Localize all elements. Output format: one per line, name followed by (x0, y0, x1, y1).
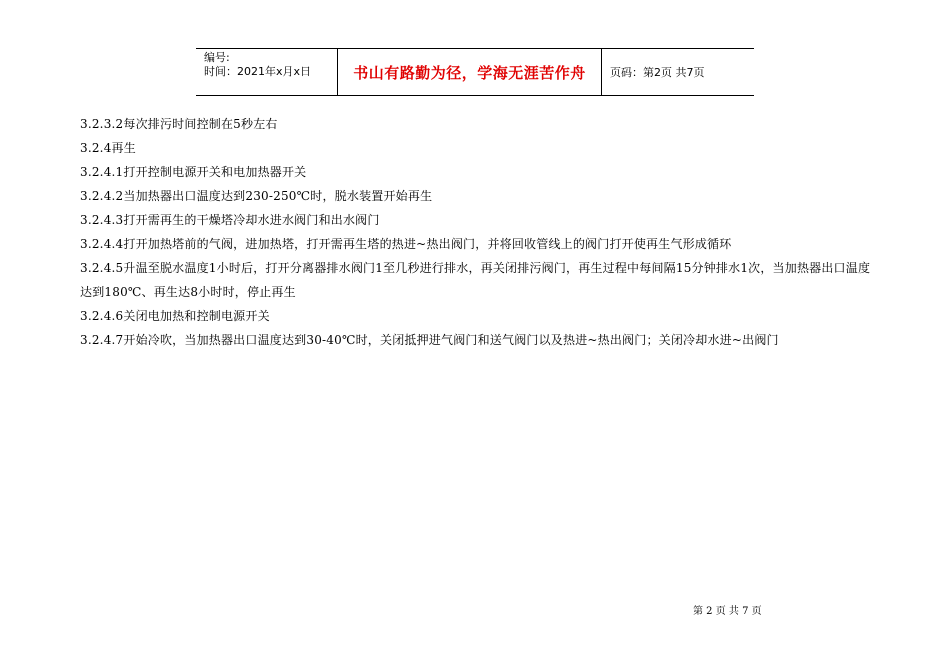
time-label: 时间：2021年x月x日 (204, 65, 312, 78)
paragraph-3-2-4-5: 3.2.4.5升温至脱水温度1小时后，打开分离器排水阀门1至几秒进行排水，再关闭排污阀门，再生过程中每间隔15分钟排水1次，当加热器出口温度达到180℃、再生达8小时时，停止再生 (80, 261, 871, 299)
document-header (196, 48, 754, 96)
page-code: 页码：第2页 共7页 (610, 66, 705, 79)
header-meta-cell (196, 49, 338, 95)
paragraph-3-2-4-6: 3.2.4.6关闭电加热和控制电源开关 (80, 309, 270, 323)
paragraph-3-2-4-2: 3.2.4.2当加热器出口温度达到230-250℃时，脱水装置开始再生 (80, 189, 433, 203)
paragraph-3-2-4: 3.2.4再生 (80, 141, 136, 155)
document-body (80, 116, 880, 356)
paragraph-3-2-4-1: 3.2.4.1打开控制电源开关和电加热器开关 (80, 165, 307, 179)
paragraph-3-2-4-3: 3.2.4.3打开需再生的干燥塔冷却水进水阀门和出水阀门 (80, 213, 380, 227)
page-footer: 第 2 页 共 7 页 (693, 606, 762, 617)
paragraph-3-2-4-4: 3.2.4.4打开加热塔前的气阀，进加热塔，打开需再生塔的热进~热出阀门，并将回收管线上的阀门打开使再生气形成循环 (80, 237, 732, 251)
header-motto-cell (338, 49, 602, 95)
number-label: 编号: (204, 51, 230, 64)
header-page-cell (602, 49, 754, 95)
motto-text: 书山有路勤为径，学海无涯苦作舟 (353, 63, 586, 82)
paragraph-3-2-3-2: 3.2.3.2每次排污时间控制在5秒左右 (80, 117, 278, 131)
paragraph-3-2-4-7: 3.2.4.7开始冷吹，当加热器出口温度达到30-40℃时，关闭抵押进气阀门和送气阀门以及热进~热出阀门；关闭冷却水进~出阀门 (80, 333, 779, 347)
